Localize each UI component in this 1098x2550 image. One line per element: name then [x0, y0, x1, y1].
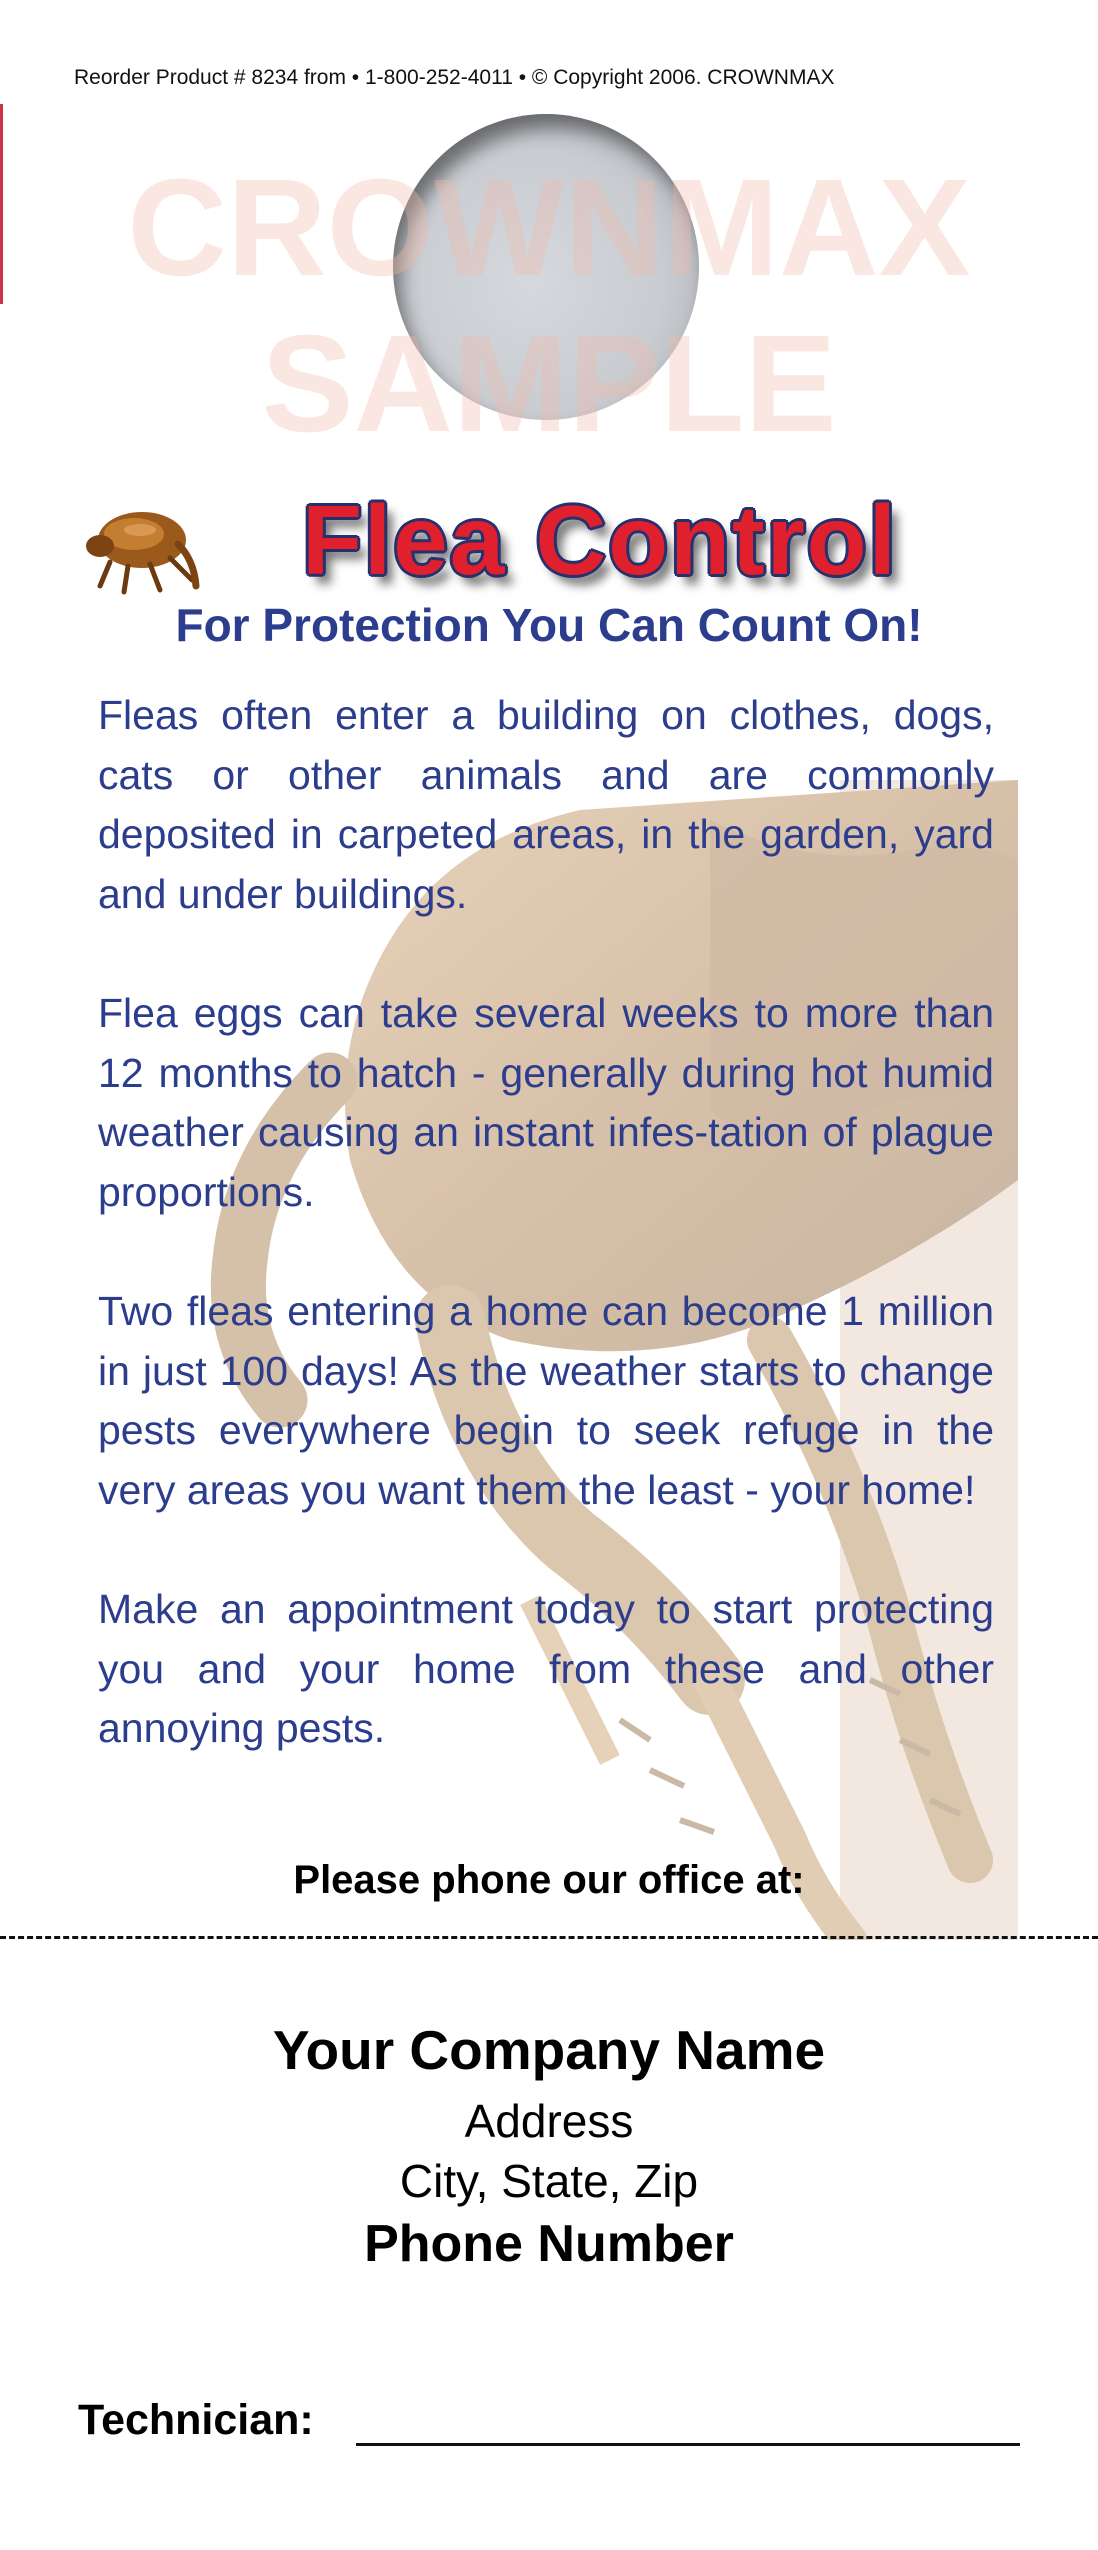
body-copy	[98, 686, 994, 1819]
paragraph-3: Two fleas entering a home can become 1 million in just 100 days! As the weather starts to change pests everywhere begin to seek refuge in the very areas you want them the least - your home!	[98, 1288, 994, 1513]
paragraph-4: Make an appointment today to start protecting you and your home from these and other annoying pests.	[98, 1586, 994, 1751]
technician-label: Technician:	[78, 2396, 314, 2444]
paragraph-1: Fleas often enter a building on clothes, dogs, cats or other animals and are commonly deposited in carpeted areas, in the garden, yard and under buildings.	[98, 692, 994, 917]
technician-signature-line[interactable]	[356, 2443, 1020, 2446]
cut-line	[0, 1936, 1098, 1939]
company-address: Address	[464, 2095, 634, 2147]
company-phone: Phone Number	[364, 2215, 734, 2273]
company-city-state-zip: City, State, Zip	[399, 2155, 699, 2207]
company-name: Your Company Name	[272, 2019, 826, 2081]
sample-watermark	[0, 150, 1098, 462]
reorder-line: Reorder Product # 8234 from • 1-800-252-4011 • © Copyright 2006. CROWNMAX	[74, 66, 835, 89]
phone-prompt: Please phone our office at:	[293, 1858, 805, 1902]
watermark-line-1: CROWNMAX	[127, 151, 971, 305]
paragraph-2: Flea eggs can take several weeks to more than 12 months to hatch - generally during hot humid weather causing an instant infes-tation of plague proportions.	[98, 990, 994, 1215]
flea-icon	[80, 500, 200, 596]
watermark-line-2: SAMPLE	[261, 307, 837, 461]
page-title: Flea Control	[302, 485, 898, 595]
tagline: For Protection You Can Count On!	[175, 599, 923, 651]
